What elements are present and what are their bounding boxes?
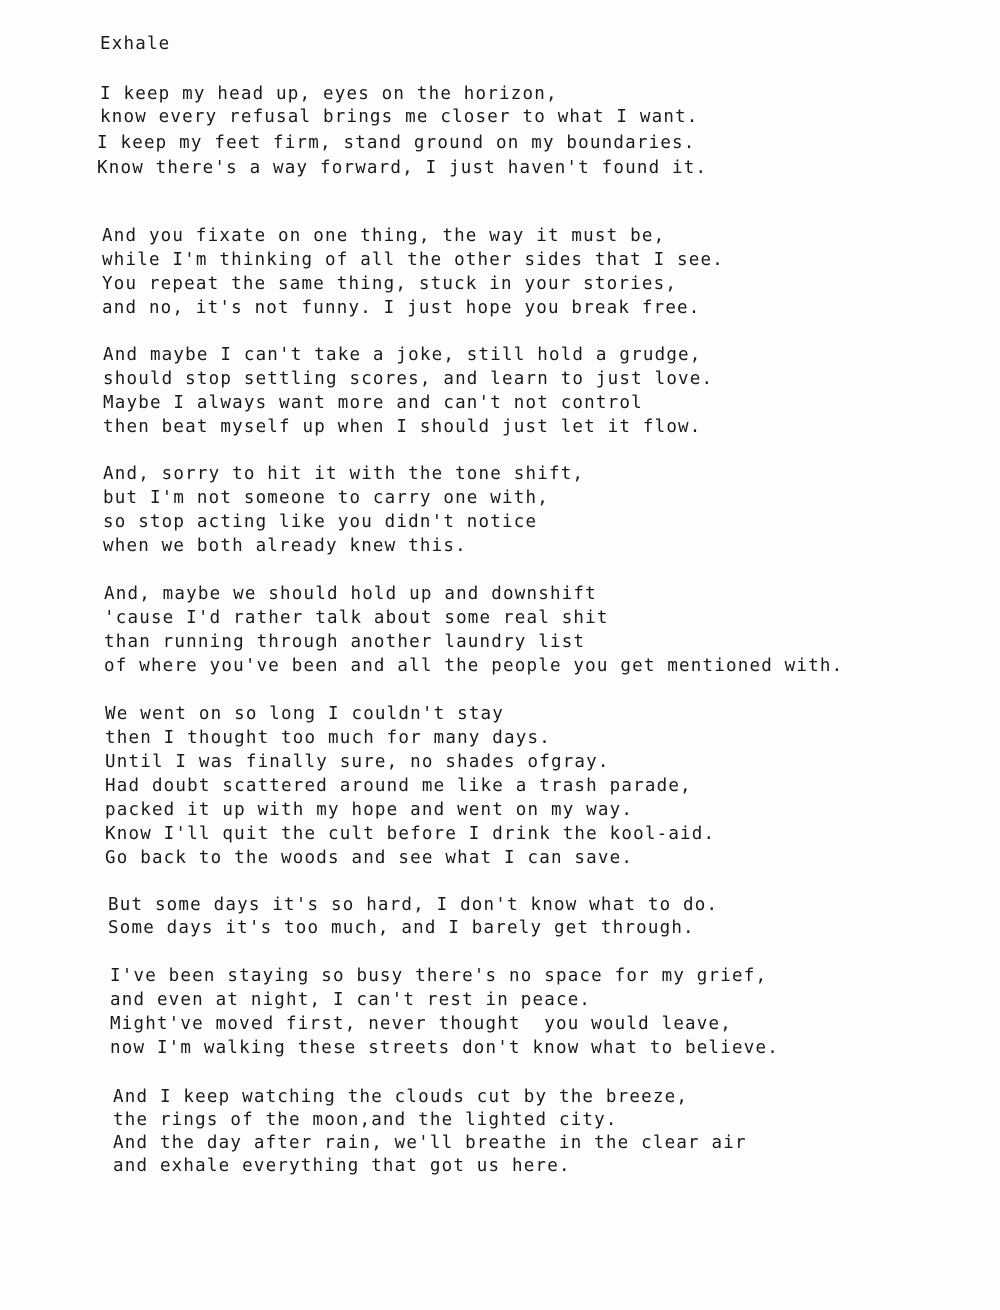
poem-line: the rings of the moon,and the lighted city. bbox=[113, 1110, 618, 1130]
poem-line: Know I'll quit the cult before I drink the kool-aid. bbox=[105, 824, 716, 844]
poem-line: should stop settling scores, and learn to just love. bbox=[103, 369, 714, 389]
poem-line: of where you've been and all the people you get mentioned with. bbox=[104, 656, 844, 676]
poem-line: And the day after rain, we'll breathe in the clear air bbox=[113, 1133, 747, 1153]
poem-line: now I'm walking these streets don't know what to believe. bbox=[110, 1038, 779, 1058]
poem-line: And, maybe we should hold up and downshift bbox=[104, 584, 597, 604]
poem-line: packed it up with my hope and went on my way. bbox=[105, 800, 634, 820]
poem-line: Know there's a way forward, I just haven't found it. bbox=[97, 158, 708, 178]
poem-line: then I thought too much for many days. bbox=[105, 728, 551, 748]
poem-line: know every refusal brings me closer to what I want. bbox=[100, 107, 699, 127]
poem-line: Some days it's too much, and I barely get through. bbox=[108, 918, 695, 938]
poem-line: 'cause I'd rather talk about some real shit bbox=[104, 608, 609, 628]
poem-line: so stop acting like you didn't notice bbox=[103, 512, 538, 532]
poem-line: Might've moved first, never thought you would leave, bbox=[110, 1014, 733, 1034]
poem-line: than running through another laundry list bbox=[104, 632, 586, 652]
poem-line: And maybe I can't take a joke, still hold a grudge, bbox=[103, 345, 702, 365]
poem-line: while I'm thinking of all the other sides that I see. bbox=[102, 250, 725, 270]
poem-line: and no, it's not funny. I just hope you break free. bbox=[102, 298, 701, 318]
poem-line: Until I was finally sure, no shades ofgray. bbox=[105, 752, 610, 772]
poem-line: Go back to the woods and see what I can save. bbox=[105, 848, 634, 868]
poem-line: Maybe I always want more and can't not control bbox=[103, 393, 643, 413]
poem-line: but I'm not someone to carry one with, bbox=[103, 488, 549, 508]
poem-line: And, sorry to hit it with the tone shift, bbox=[103, 464, 585, 484]
poem-line: You repeat the same thing, stuck in your stories, bbox=[102, 274, 678, 294]
poem-line: And I keep watching the clouds cut by the breeze, bbox=[113, 1087, 689, 1107]
poem-line: I've been staying so busy there's no space for my grief, bbox=[110, 966, 768, 986]
poem-line: We went on so long I couldn't stay bbox=[105, 704, 505, 724]
poem-title: Exhale bbox=[100, 34, 171, 54]
poem-line: Had doubt scattered around me like a trash parade, bbox=[105, 776, 692, 796]
poem-line: and exhale everything that got us here. bbox=[113, 1156, 571, 1176]
poem-line: I keep my feet firm, stand ground on my boundaries. bbox=[97, 133, 696, 153]
poem-line: then beat myself up when I should just let it flow. bbox=[103, 417, 702, 437]
poem-line: when we both already knew this. bbox=[103, 536, 467, 556]
poem-line: I keep my head up, eyes on the horizon, bbox=[100, 84, 558, 104]
poem-line: And you fixate on one thing, the way it must be, bbox=[102, 226, 666, 246]
poem-line: and even at night, I can't rest in peace. bbox=[110, 990, 592, 1010]
poem-line: But some days it's so hard, I don't know what to do. bbox=[108, 895, 719, 915]
